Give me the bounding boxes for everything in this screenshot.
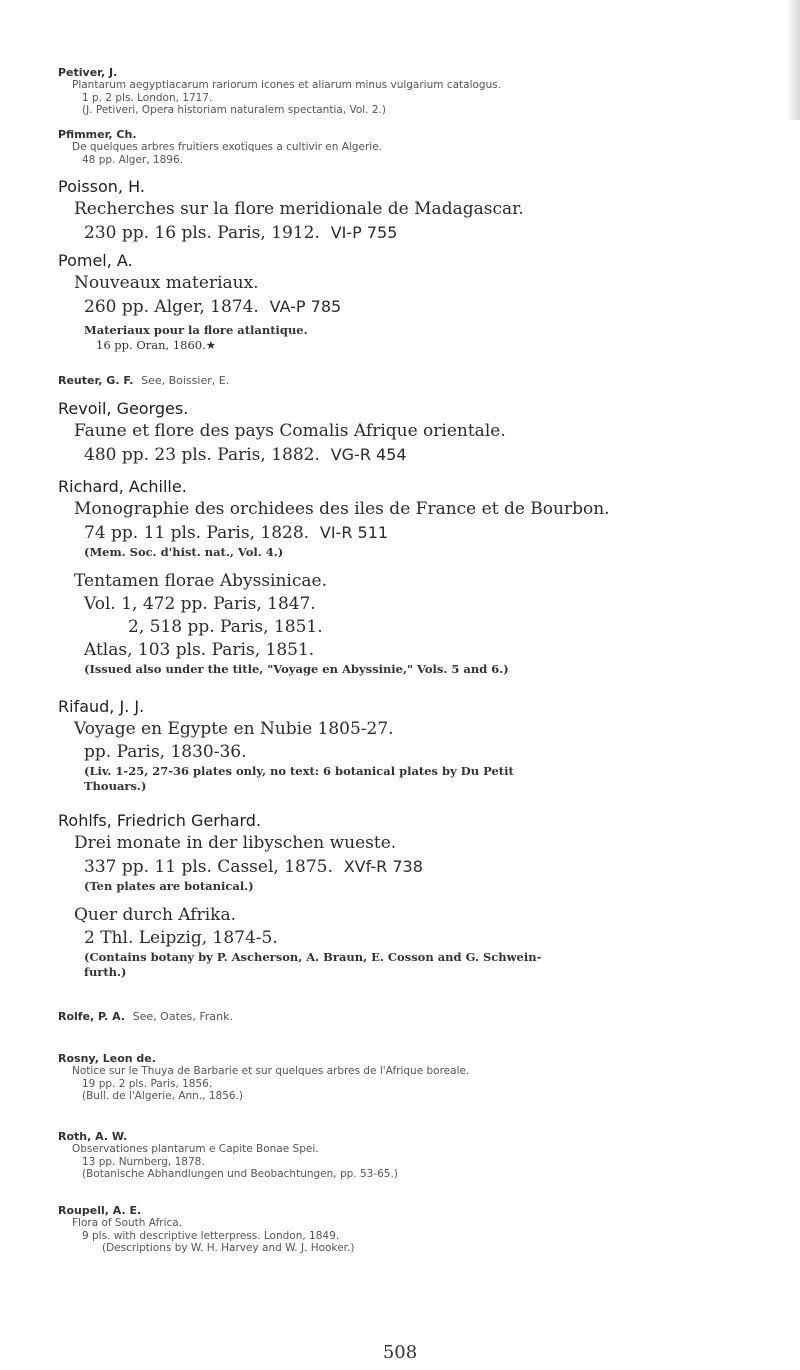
entry-title: Notice sur le Thuya de Barbarie et sur quelques arbres de l'Afrique boreale. (72, 1065, 470, 1077)
call-number: VI-R 511 (319, 523, 389, 542)
entry-details: 337 pp. 11 pls. Cassel, 1875. (84, 857, 333, 877)
entry-heading: Richard, Achille. (58, 477, 187, 496)
entry-heading: Poisson, H. (58, 177, 145, 196)
entry-title: Plantarum aegyptiacarum rariorum icones et aliarum minus vulgarium catalogus. (72, 79, 502, 91)
entry-rifaud (58, 696, 778, 794)
entry-details-line (58, 443, 778, 467)
entry-roupell (58, 1204, 778, 1255)
call-number: XVf-R 738 (343, 857, 423, 876)
entry-title: Faune et flore des pays Comalis Afrique orientale. (74, 421, 506, 441)
entry-heading: Reuter, G. F. (58, 374, 134, 387)
entry-note: (Ten plates are botanical.) (84, 879, 254, 893)
entry-title: Recherches sur la flore meridionale de Madagascar. (74, 199, 524, 219)
call-number: VG-R 454 (330, 445, 407, 464)
page-edge-shadow (786, 0, 800, 120)
entry-details: pp. Paris, 1830-36. (84, 742, 247, 762)
entry-title: Flora of South Africa. (72, 1217, 183, 1229)
entry-note-cont: Thouars.) (84, 779, 147, 793)
entry-pomel (58, 250, 778, 353)
entry-volume-1: Vol. 1, 472 pp. Paris, 1847. (84, 594, 316, 614)
entry-note: (Botanische Abhandlungen und Beobachtungen, pp. 53-65.) (82, 1168, 398, 1180)
entry-details-line (58, 295, 778, 319)
entry-title-2: Tentamen florae Abyssinicae. (74, 571, 327, 591)
page-number: 508 (382, 1342, 418, 1363)
entry-note-2: (Issued also under the title, "Voyage en Abyssinie," Vols. 5 and 6.) (84, 662, 509, 676)
entry-details: 260 pp. Alger, 1874. (84, 297, 259, 317)
entry-details: 230 pp. 16 pls. Paris, 1912. (84, 223, 320, 243)
entry-volume-2: 2, 518 pp. Paris, 1851. (128, 617, 323, 637)
entry-rolfe (58, 1010, 778, 1023)
entry-details: 1 p. 2 pls. London, 1717. (82, 91, 213, 104)
entry-details: 48 pp. Alger, 1896. (82, 153, 183, 166)
entry-title: Observationes plantarum e Capite Bonae Spei. (72, 1143, 319, 1155)
entry-title: De quelques arbres fruitiers exotiques a cultivir en Algerie. (72, 141, 383, 153)
entry-subtitle: Materiaux pour la flore atlantique. (84, 323, 308, 337)
entry-note: (Bull. de l'Algerie, Ann., 1856.) (82, 1090, 243, 1102)
entry-note-2: (Contains botany by P. Ascherson, A. Braun, E. Cosson and G. Schwein- (84, 950, 542, 964)
entry-note: (Mem. Soc. d'hist. nat., Vol. 4.) (84, 545, 284, 559)
entry-details-line (58, 221, 778, 245)
entry-heading: Pomel, A. (58, 251, 133, 270)
entry-roth (58, 1130, 778, 1181)
see-reference: See, Oates, Frank. (132, 1010, 234, 1023)
entry-richard (58, 476, 778, 677)
entry-note: (J. Petiveri, Opera historiam naturalem spectantia, Vol. 2.) (82, 104, 386, 116)
entry-heading: Roupell, A. E. (58, 1204, 142, 1217)
entry-title-2: Quer durch Afrika. (74, 905, 236, 925)
entry-heading: Pfimmer, Ch. (58, 128, 137, 141)
entry-details: 19 pp. 2 pls. Paris, 1856. (82, 1077, 213, 1090)
entry-heading: Rifaud, J. J. (58, 697, 145, 716)
entry-note: (Liv. 1-25, 27-36 plates only, no text: 6 botanical plates by Du Petit (84, 764, 514, 778)
entry-title: Monographie des orchidees des iles de France et de Bourbon. (74, 499, 610, 519)
entry-rohlfs (58, 810, 778, 980)
entry-heading: Roth, A. W. (58, 1130, 128, 1143)
entry-atlas: Atlas, 103 pls. Paris, 1851. (84, 640, 315, 660)
entry-heading: Rohlfs, Friedrich Gerhard. (58, 811, 262, 830)
entry-sub-details: 16 pp. Oran, 1860.★ (96, 338, 217, 352)
entry-heading: Revoil, Georges. (58, 399, 189, 418)
entry-pfimmer (58, 128, 778, 166)
entry-title: Nouveaux materiaux. (74, 273, 259, 293)
entry-poisson (58, 176, 778, 245)
entry-details-line (58, 855, 778, 879)
entry-revoil (58, 398, 778, 467)
entry-details: 74 pp. 11 pls. Paris, 1828. (84, 523, 310, 543)
entry-details-line (58, 521, 778, 545)
entry-details: 480 pp. 23 pls. Paris, 1882. (84, 445, 320, 465)
entry-reuter (58, 374, 778, 387)
entry-note: (Descriptions by W. H. Harvey and W. J. Hooker.) (102, 1242, 355, 1254)
entry-details-2: 2 Thl. Leipzig, 1874-5. (84, 928, 278, 948)
see-reference: See, Boissier, E. (141, 374, 230, 387)
entry-heading: Rolfe, P. A. (58, 1010, 125, 1023)
entry-title: Drei monate in der libyschen wueste. (74, 833, 397, 853)
entry-petiver (58, 66, 778, 117)
entry-rosny (58, 1052, 778, 1103)
entry-details: 13 pp. Nurnberg, 1878. (82, 1155, 205, 1168)
call-number: VA-P 785 (269, 297, 342, 316)
entry-heading: Petiver, J. (58, 66, 118, 79)
call-number: VI-P 755 (330, 223, 398, 242)
entry-details: 9 pls. with descriptive letterpress. London, 1849. (82, 1229, 340, 1242)
entry-heading: Rosny, Leon de. (58, 1052, 156, 1065)
entry-title: Voyage en Egypte en Nubie 1805-27. (74, 719, 394, 739)
entry-note-2-cont: furth.) (84, 965, 127, 979)
